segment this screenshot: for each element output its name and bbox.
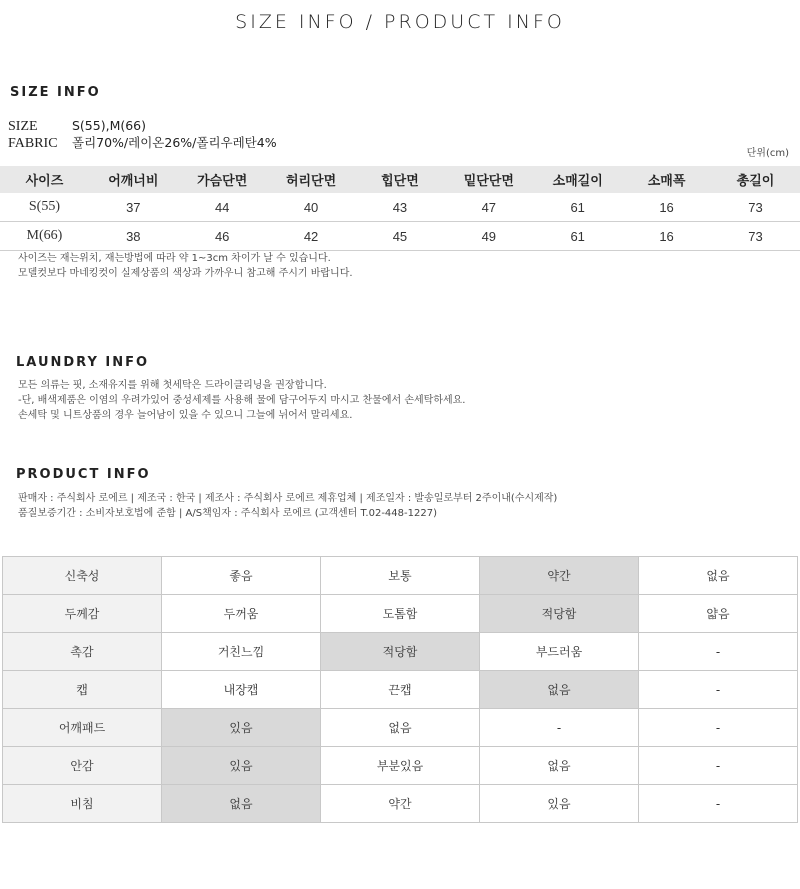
attribute-option: - [639, 633, 798, 671]
attribute-option-selected: 적당함 [480, 595, 639, 633]
attribute-row [3, 557, 798, 595]
attribute-row [3, 709, 798, 747]
attribute-row [3, 785, 798, 823]
attribute-option: 얇음 [639, 595, 798, 633]
attribute-label: 신축성 [3, 557, 162, 595]
attribute-option-selected: 약간 [480, 557, 639, 595]
size-table [0, 166, 800, 251]
attribute-option: 보통 [321, 557, 480, 595]
attribute-option: 있음 [480, 785, 639, 823]
size-table-header: 밑단단면 [444, 166, 533, 193]
table-cell: 42 [267, 222, 356, 251]
table-cell: 61 [533, 193, 622, 222]
product-note-line: 품질보증기간 : 소비자보호법에 준함 | A/S책임자 : 주식회사 로에르 (고객센터 T.02-448-1227) [18, 508, 437, 519]
table-row [0, 222, 800, 251]
size-table-header: 어깨너비 [89, 166, 178, 193]
laundry-notes [18, 378, 465, 423]
unit-label: 단위(cm) [746, 148, 789, 159]
attribute-label: 비침 [3, 785, 162, 823]
size-table-header: 허리단면 [267, 166, 356, 193]
table-row [0, 193, 800, 222]
product-notes [18, 491, 557, 521]
table-cell: 61 [533, 222, 622, 251]
size-notes [18, 251, 353, 281]
table-cell: 16 [622, 193, 711, 222]
table-cell: 37 [89, 193, 178, 222]
size-table-header-row [0, 166, 800, 193]
attribute-option: 내장캡 [162, 671, 321, 709]
attribute-option: 없음 [639, 557, 798, 595]
attribute-label: 어깨패드 [3, 709, 162, 747]
size-table-header: 가슴단면 [178, 166, 267, 193]
attribute-label: 캡 [3, 671, 162, 709]
page-title: SIZE INFO / PRODUCT INFO [235, 11, 565, 33]
laundry-note-line: 손세탁 및 니트상품의 경우 늘어남이 있을 수 있으니 그늘에 뉘어서 말리세요. [18, 410, 353, 421]
size-info-heading: SIZE INFO [10, 85, 101, 100]
attribute-table [2, 556, 798, 823]
attribute-option: 부드러움 [480, 633, 639, 671]
table-cell: 46 [178, 222, 267, 251]
product-note-line: 판매자 : 주식회사 로에르 | 제조국 : 한국 | 제조사 : 주식회사 로에르 제휴업체 | 제조일자 : 발송일로부터 2주이내(수시제작) [18, 493, 558, 504]
attribute-option: 약간 [321, 785, 480, 823]
attribute-row [3, 747, 798, 785]
table-cell: 16 [622, 222, 711, 251]
attribute-label: 두께감 [3, 595, 162, 633]
size-table-header: 사이즈 [0, 166, 89, 193]
attribute-option: 없음 [321, 709, 480, 747]
table-cell: 47 [444, 193, 533, 222]
attribute-option: 두꺼움 [162, 595, 321, 633]
attribute-option: - [639, 785, 798, 823]
attribute-option: - [480, 709, 639, 747]
attribute-row [3, 633, 798, 671]
table-cell: 40 [267, 193, 356, 222]
fabric-spec-label: FABRIC [8, 136, 58, 151]
table-cell: M(66) [0, 222, 89, 251]
attribute-option: 좋음 [162, 557, 321, 595]
attribute-label: 안감 [3, 747, 162, 785]
attribute-option-selected: 있음 [162, 747, 321, 785]
attribute-option-selected: 적당함 [321, 633, 480, 671]
table-cell: 45 [356, 222, 445, 251]
size-table-header: 총길이 [711, 166, 800, 193]
attribute-option-selected: 있음 [162, 709, 321, 747]
size-table-header: 소매길이 [533, 166, 622, 193]
size-spec-label: SIZE [8, 119, 38, 134]
attribute-option: 거친느낌 [162, 633, 321, 671]
laundry-note-line: 모든 의류는 핏, 소재유지를 위해 첫세탁은 드라이클리닝을 권장합니다. [18, 380, 327, 391]
size-table-header: 힙단면 [356, 166, 445, 193]
table-cell: 38 [89, 222, 178, 251]
attribute-row [3, 595, 798, 633]
table-cell: 44 [178, 193, 267, 222]
product-info-heading: PRODUCT INFO [16, 467, 151, 482]
size-note-line: 모델컷보다 마네킹컷이 실제상품의 색상과 가까우니 참고해 주시기 바랍니다. [18, 268, 353, 279]
attribute-option-selected: 없음 [480, 671, 639, 709]
attribute-option-selected: 없음 [162, 785, 321, 823]
table-cell: S(55) [0, 193, 89, 222]
attribute-option: - [639, 709, 798, 747]
fabric-spec-line [8, 133, 277, 152]
table-cell: 73 [711, 193, 800, 222]
attribute-label: 촉감 [3, 633, 162, 671]
size-spec-value: S(55),M(66) [72, 118, 147, 133]
attribute-option: 없음 [480, 747, 639, 785]
attribute-row [3, 671, 798, 709]
table-cell: 43 [356, 193, 445, 222]
fabric-spec-value: 폴리70%/레이온26%/폴리우레탄4% [72, 135, 277, 150]
size-note-line: 사이즈는 재는위치, 재는방법에 따라 약 1~3cm 차이가 날 수 있습니다. [18, 253, 331, 264]
size-table-header: 소매폭 [622, 166, 711, 193]
table-cell: 49 [444, 222, 533, 251]
attribute-option: 부분있음 [321, 747, 480, 785]
attribute-option: - [639, 671, 798, 709]
attribute-option: - [639, 747, 798, 785]
table-cell: 73 [711, 222, 800, 251]
attribute-option: 끈캡 [321, 671, 480, 709]
laundry-info-heading: LAUNDRY INFO [16, 355, 150, 370]
laundry-note-line: -단, 배색제품은 이염의 우려가있어 중성세제를 사용해 물에 담구어두지 마시고 찬물에서 손세탁하세요. [18, 395, 466, 406]
attribute-option: 도톰함 [321, 595, 480, 633]
